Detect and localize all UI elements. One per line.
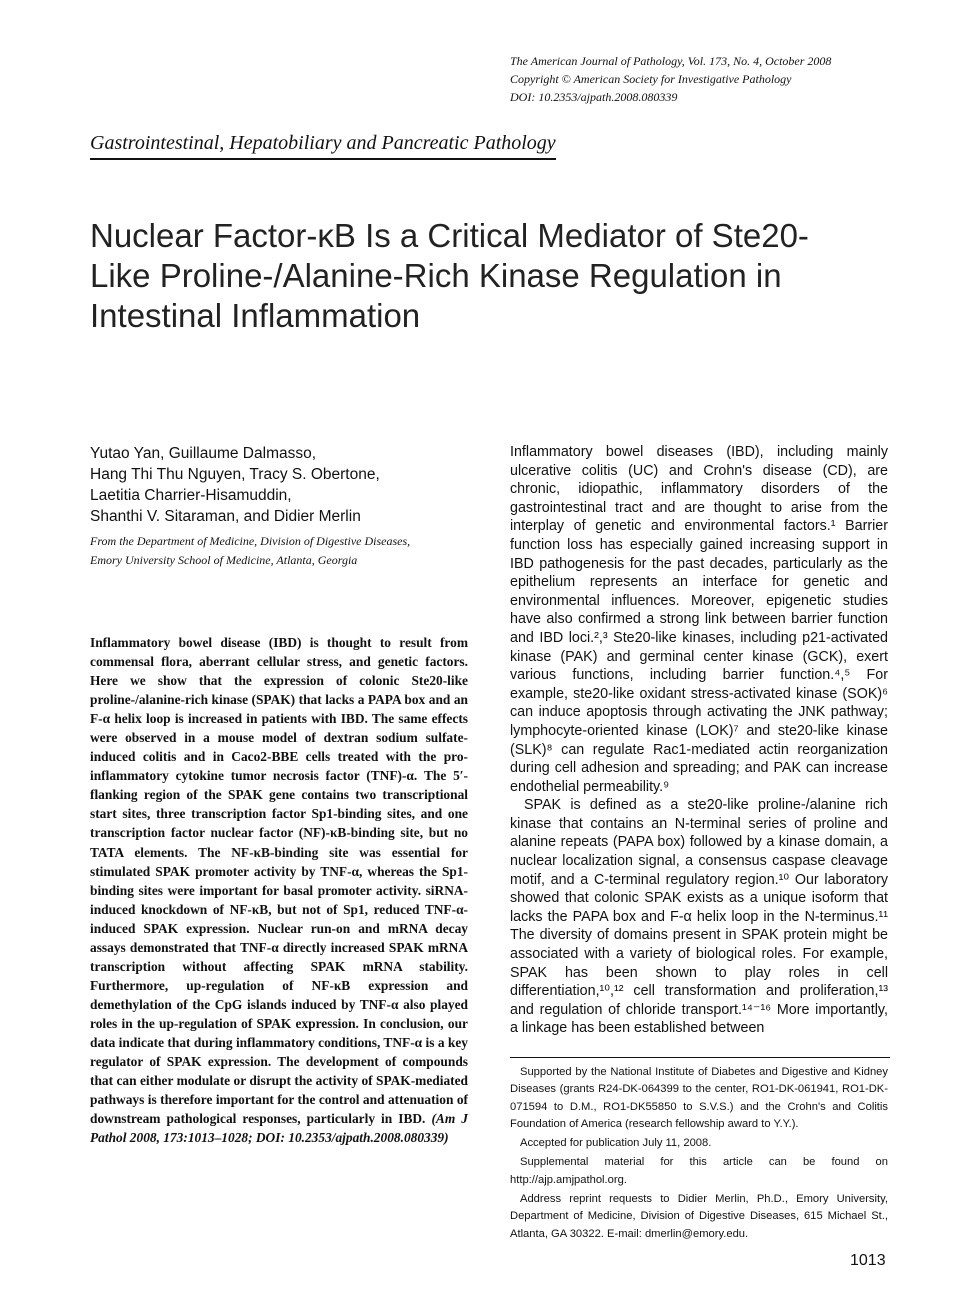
body-paragraph: Inflammatory bowel diseases (IBD), including mainly ulcerative colitis (UC) and Crohn's disease (CD), are chronic, idiopathic, inflammatory disorders of the gastrointestinal tract and are thought to arise from the interplay of genetic and environmental factors.¹ Barrier function loss has especially gained increasing support in IBD pathogenesis for the past decades, particularly as the epithelium represents an interface for genetic and environmental influences. Moreover, epigenetic studies have also confirmed a strong link between barrier function and IBD loci.²,³ Ste20-like kinases, including p21-activated kinase (PAK) and germinal center kinase (GCK), exert various functions, including barrier function.⁴,⁵ For example, ste20-like oxidant stress-activated kinase (SOK)⁶ can induce apoptosis through activating the JNK pathway; lymphocyte-oriented kinase (LOK)⁷ and ste20-like kinase (SLK)⁸ can regulate Rac1-mediated actin reorganization during cell adhesion and spreading; and PAK can increase endothelial permeability.⁹ [510,444,888,795]
author-line: Shanthi V. Sitaraman, and Didier Merlin [90,508,361,525]
accepted-note: Accepted for publication July 11, 2008. [520,1137,712,1150]
affiliation-line: Emory University School of Medicine, Atlanta, Georgia [90,553,358,567]
doi-line: DOI: 10.2353/ajpath.2008.080339 [510,90,678,104]
author-line: Hang Thi Thu Nguyen, Tracy S. Obertone, [90,466,380,483]
body-text [510,443,888,1038]
copyright-line: Copyright © American Society for Investigative Pathology [510,72,792,86]
journal-header [510,52,950,106]
abstract-citation: (Am J Pathol 2008, 173:1013–1028; DOI: 10.2353/ajpath.2008.080339) [90,1111,468,1146]
journal-citation: The American Journal of Pathology, Vol. 173, No. 4, October 2008 [510,54,832,68]
article-title: Nuclear Factor-κB Is a Critical Mediator of Ste20-Like Proline-/Alanine-Rich Kinase Regulation in Intestinal Inflammation [90,217,809,334]
affiliation [90,532,480,570]
address-note: Address reprint requests to Didier Merlin, Ph.D., Emory University, Department of Medicine, Division of Digestive Diseases, 615 Michael St., Atlanta, GA 30322. E-mail: dmerlin@emory.edu. [510,1193,888,1240]
author-line: Yutao Yan, Guillaume Dalmasso, [90,445,317,462]
funding-note: Supported by the National Institute of Diabetes and Digestive and Kidney Diseases (grants R24-DK-064399 to the center, RO1-DK-061941, RO1-DK-071594 to D.M., RO1-DK55850 to S.V.S.) and the Crohn's and Colitis Foundation of America (research fellowship award to Y.Y.). [510,1066,888,1130]
supplemental-note: Supplemental material for this article can be found on http://ajp.amjpathol.org. [510,1156,888,1186]
abstract-text: Inflammatory bowel disease (IBD) is thought to result from commensal flora, aberrant cellular stress, and genetic factors. Here we show that the expression of colonic Ste20-like proline-/alanine-rich kinase (SPAK) that lacks a PAPA box and an F-α helix loop is increased in patients with IBD. The same effects were observed in a mouse model of dextran sodium sulfate-induced colitis and in Caco2-BBE cells treated with the pro-inflammatory cytokine tumor necrosis factor (TNF)-α. The 5′-flanking region of the SPAK gene contains two transcriptional start sites, three transcription factor Sp1-binding sites, and one transcription factor nuclear factor (NF)-κB-binding site, but no TATA elements. The NF-κB-binding site was essential for stimulated SPAK promoter activity by TNF-α, whereas the Sp1-binding sites were important for basal promoter activity. siRNA-induced knockdown of NF-κB, but not of Sp1, reduced TNF-α-induced SPAK expression. Nuclear run-on and mRNA decay assays demonstrated that TNF-α directly increased SPAK mRNA transcription without affecting SPAK mRNA stability. Furthermore, up-regulation of NF-κB expression and demethylation of the CpG islands induced by TNF-α also played roles in the up-regulation of SPAK expression. In conclusion, our data indicate that during inflammatory conditions, TNF-α is a key regulator of SPAK expression. The development of compounds that can either modulate or disrupt the activity of SPAK-mediated pathways is therefore important for the control and attenuation of downstream pathological responses, particularly in IBD. [90,635,468,1127]
body-paragraph: SPAK is defined as a ste20-like proline-/alanine rich kinase that contains an N-terminal series of proline and alanine repeats (PAPA box) followed by a kinase domain, a nuclear localization signal, a consensus caspase cleavage motif, and a C-terminal regulatory region.¹⁰ Our laboratory showed that colonic SPAK exists as a unique isoform that lacks the PAPA box and F-α helix loop in the N-terminus.¹¹ The diversity of domains present in SPAK protein might be associated with a variety of biological roles. For example, SPAK has been shown to play roles in cell differentiation,¹⁰,¹² cell transformation and proliferation,¹³ and regulation of chloride transport.¹⁴⁻¹⁶ More importantly, a linkage has been established between [510,797,888,1037]
footnotes [510,1064,888,1245]
section-heading: Gastrointestinal, Hepatobiliary and Pancreatic Pathology [90,132,556,160]
affiliation-line: From the Department of Medicine, Division of Digestive Diseases, [90,534,411,548]
author-line: Laetitia Charrier-Hisamuddin, [90,487,292,504]
page-number: 1013 [850,1252,886,1269]
footnote-divider [510,1057,890,1058]
abstract [90,633,468,1147]
author-list [90,443,490,527]
